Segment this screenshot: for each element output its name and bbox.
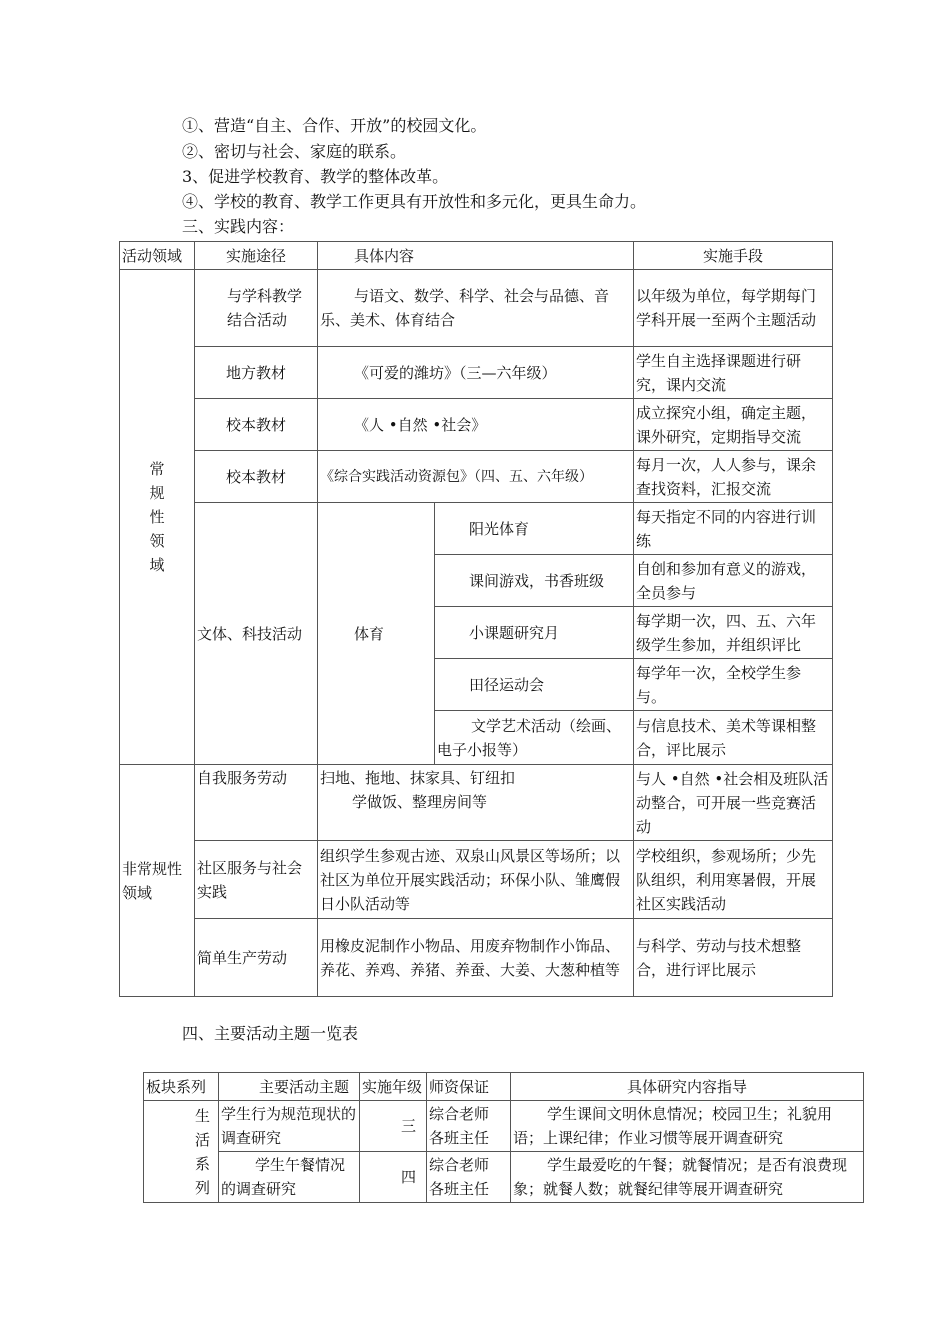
section-3-heading: 三、实践内容：	[182, 217, 295, 236]
table-row	[120, 841, 833, 919]
goal-1: ①、营造“自主、合作、开放”的校园文化。	[182, 116, 487, 135]
sports-item-cell: 文学艺术活动（绘画、电子小报等）	[435, 711, 634, 765]
route-cell: 简单生产劳动	[195, 919, 318, 997]
sports-item-cell: 阳光体育	[435, 503, 634, 555]
table-row	[120, 765, 833, 841]
teachers-cell: 综合老师 各班主任	[427, 1152, 511, 1203]
sports-item-cell: 田径运动会	[435, 659, 634, 711]
table-row	[120, 919, 833, 997]
header-content: 具体内容	[318, 242, 634, 270]
header-series: 板块系列	[144, 1073, 219, 1101]
theme-cell: 学生午餐情况的调查研究	[219, 1152, 360, 1203]
header-guide: 具体研究内容指导	[511, 1073, 864, 1101]
domain-regular: 常 规 性 领 域	[120, 270, 195, 765]
means-cell: 与人 •自然 •社会相及班队活动整合，可开展一些竞赛活动	[634, 765, 833, 841]
table-header-row	[120, 242, 833, 270]
goal-4: ④、学校的教育、教学工作更具有开放性和多元化，更具生命力。	[182, 192, 647, 211]
sports-item-cell: 小课题研究月	[435, 607, 634, 659]
content-cell: 《综合实践活动资源包》（四、五、六年级）	[318, 451, 634, 503]
domain-nonregular: 非常规性领域	[120, 765, 195, 997]
grade-cell: 四	[360, 1152, 427, 1203]
guide-cell: 学生最爱吃的午餐；就餐情况；是否有浪费现象；就餐人数；就餐纪律等展开调查研究	[511, 1152, 864, 1203]
goal-2: ②、密切与社会、家庭的联系。	[182, 142, 407, 161]
header-theme: 主要活动主题	[219, 1073, 360, 1101]
goal-3: 3、促进学校教育、教学的整体改革。	[182, 167, 449, 186]
table-row	[144, 1101, 864, 1152]
route-cell: 地方教材	[195, 347, 318, 399]
table-row	[120, 270, 833, 347]
header-means: 实施手段	[634, 242, 833, 270]
header-route: 实施途径	[195, 242, 318, 270]
means-cell: 成立探究小组，确定主题，课外研究，定期指导交流	[634, 399, 833, 451]
means-cell: 以年级为单位，每学期每门学科开展一至两个主题活动	[634, 270, 833, 347]
sports-category-cell: 体育	[318, 503, 435, 765]
content-cell: 组织学生参观古迹、双泉山风景区等场所；以社区为单位开展实践活动；环保小队、雏鹰假日小队活动等	[318, 841, 634, 919]
practice-content-table	[119, 241, 833, 997]
content-cell: 扫地、拖地、抹家具、钉纽扣 学做饭、整理房间等	[318, 765, 634, 841]
table-header-row	[144, 1073, 864, 1101]
guide-cell: 学生课间文明休息情况；校园卫生；礼貌用语；上课纪律；作业习惯等展开调查研究	[511, 1101, 864, 1152]
route-cell: 社区服务与社会实践	[195, 841, 318, 919]
theme-cell: 学生行为规范现状的调查研究	[219, 1101, 360, 1152]
means-cell: 每月一次，人人参与，课余查找资料，汇报交流	[634, 451, 833, 503]
table-row	[120, 503, 833, 555]
teachers-cell: 综合老师 各班主任	[427, 1101, 511, 1152]
content-cell: 《人 •自然 •社会》	[318, 399, 634, 451]
sports-item-cell: 课间游戏，书香班级	[435, 555, 634, 607]
theme-list-table	[143, 1072, 864, 1203]
means-cell: 与信息技术、美术等课相整合，评比展示	[634, 711, 833, 765]
means-cell: 每天指定不同的内容进行训练	[634, 503, 833, 555]
grade-cell: 三	[360, 1101, 427, 1152]
means-cell: 每学期一次，四、五、六年级学生参加，并组织评比	[634, 607, 833, 659]
sports-route-cell: 文体、科技活动	[195, 503, 318, 765]
header-domain: 活动领域	[120, 242, 195, 270]
content-cell: 《可爱的潍坊》（三—六年级）	[318, 347, 634, 399]
header-grade: 实施年级	[360, 1073, 427, 1101]
section-4-heading: 四、主要活动主题一览表	[182, 1024, 359, 1043]
table-row	[144, 1152, 864, 1203]
header-teachers: 师资保证	[427, 1073, 511, 1101]
means-cell: 每学年一次，全校学生参与。	[634, 659, 833, 711]
means-cell: 自创和参加有意义的游戏，全员参与	[634, 555, 833, 607]
means-cell: 学校组织，参观场所；少先队组织，利用寒暑假，开展社区实践活动	[634, 841, 833, 919]
content-cell: 用橡皮泥制作小物品、用废弃物制作小饰品、养花、养鸡、养猪、养蚕、大姜、大葱种植等	[318, 919, 634, 997]
table-row	[120, 399, 833, 451]
means-cell: 与科学、劳动与技术想整合，进行评比展示	[634, 919, 833, 997]
series-life: 生 活 系 列	[144, 1101, 219, 1203]
content-cell: 与语文、数学、科学、社会与品德、音乐、美术、体育结合	[318, 270, 634, 347]
table-row	[120, 451, 833, 503]
route-cell: 校本教材	[195, 399, 318, 451]
means-cell: 学生自主选择课题进行研究，课内交流	[634, 347, 833, 399]
route-cell: 校本教材	[195, 451, 318, 503]
route-cell: 与学科教学结合活动	[195, 270, 318, 347]
table-row	[120, 347, 833, 399]
route-cell: 自我服务劳动	[195, 765, 318, 841]
